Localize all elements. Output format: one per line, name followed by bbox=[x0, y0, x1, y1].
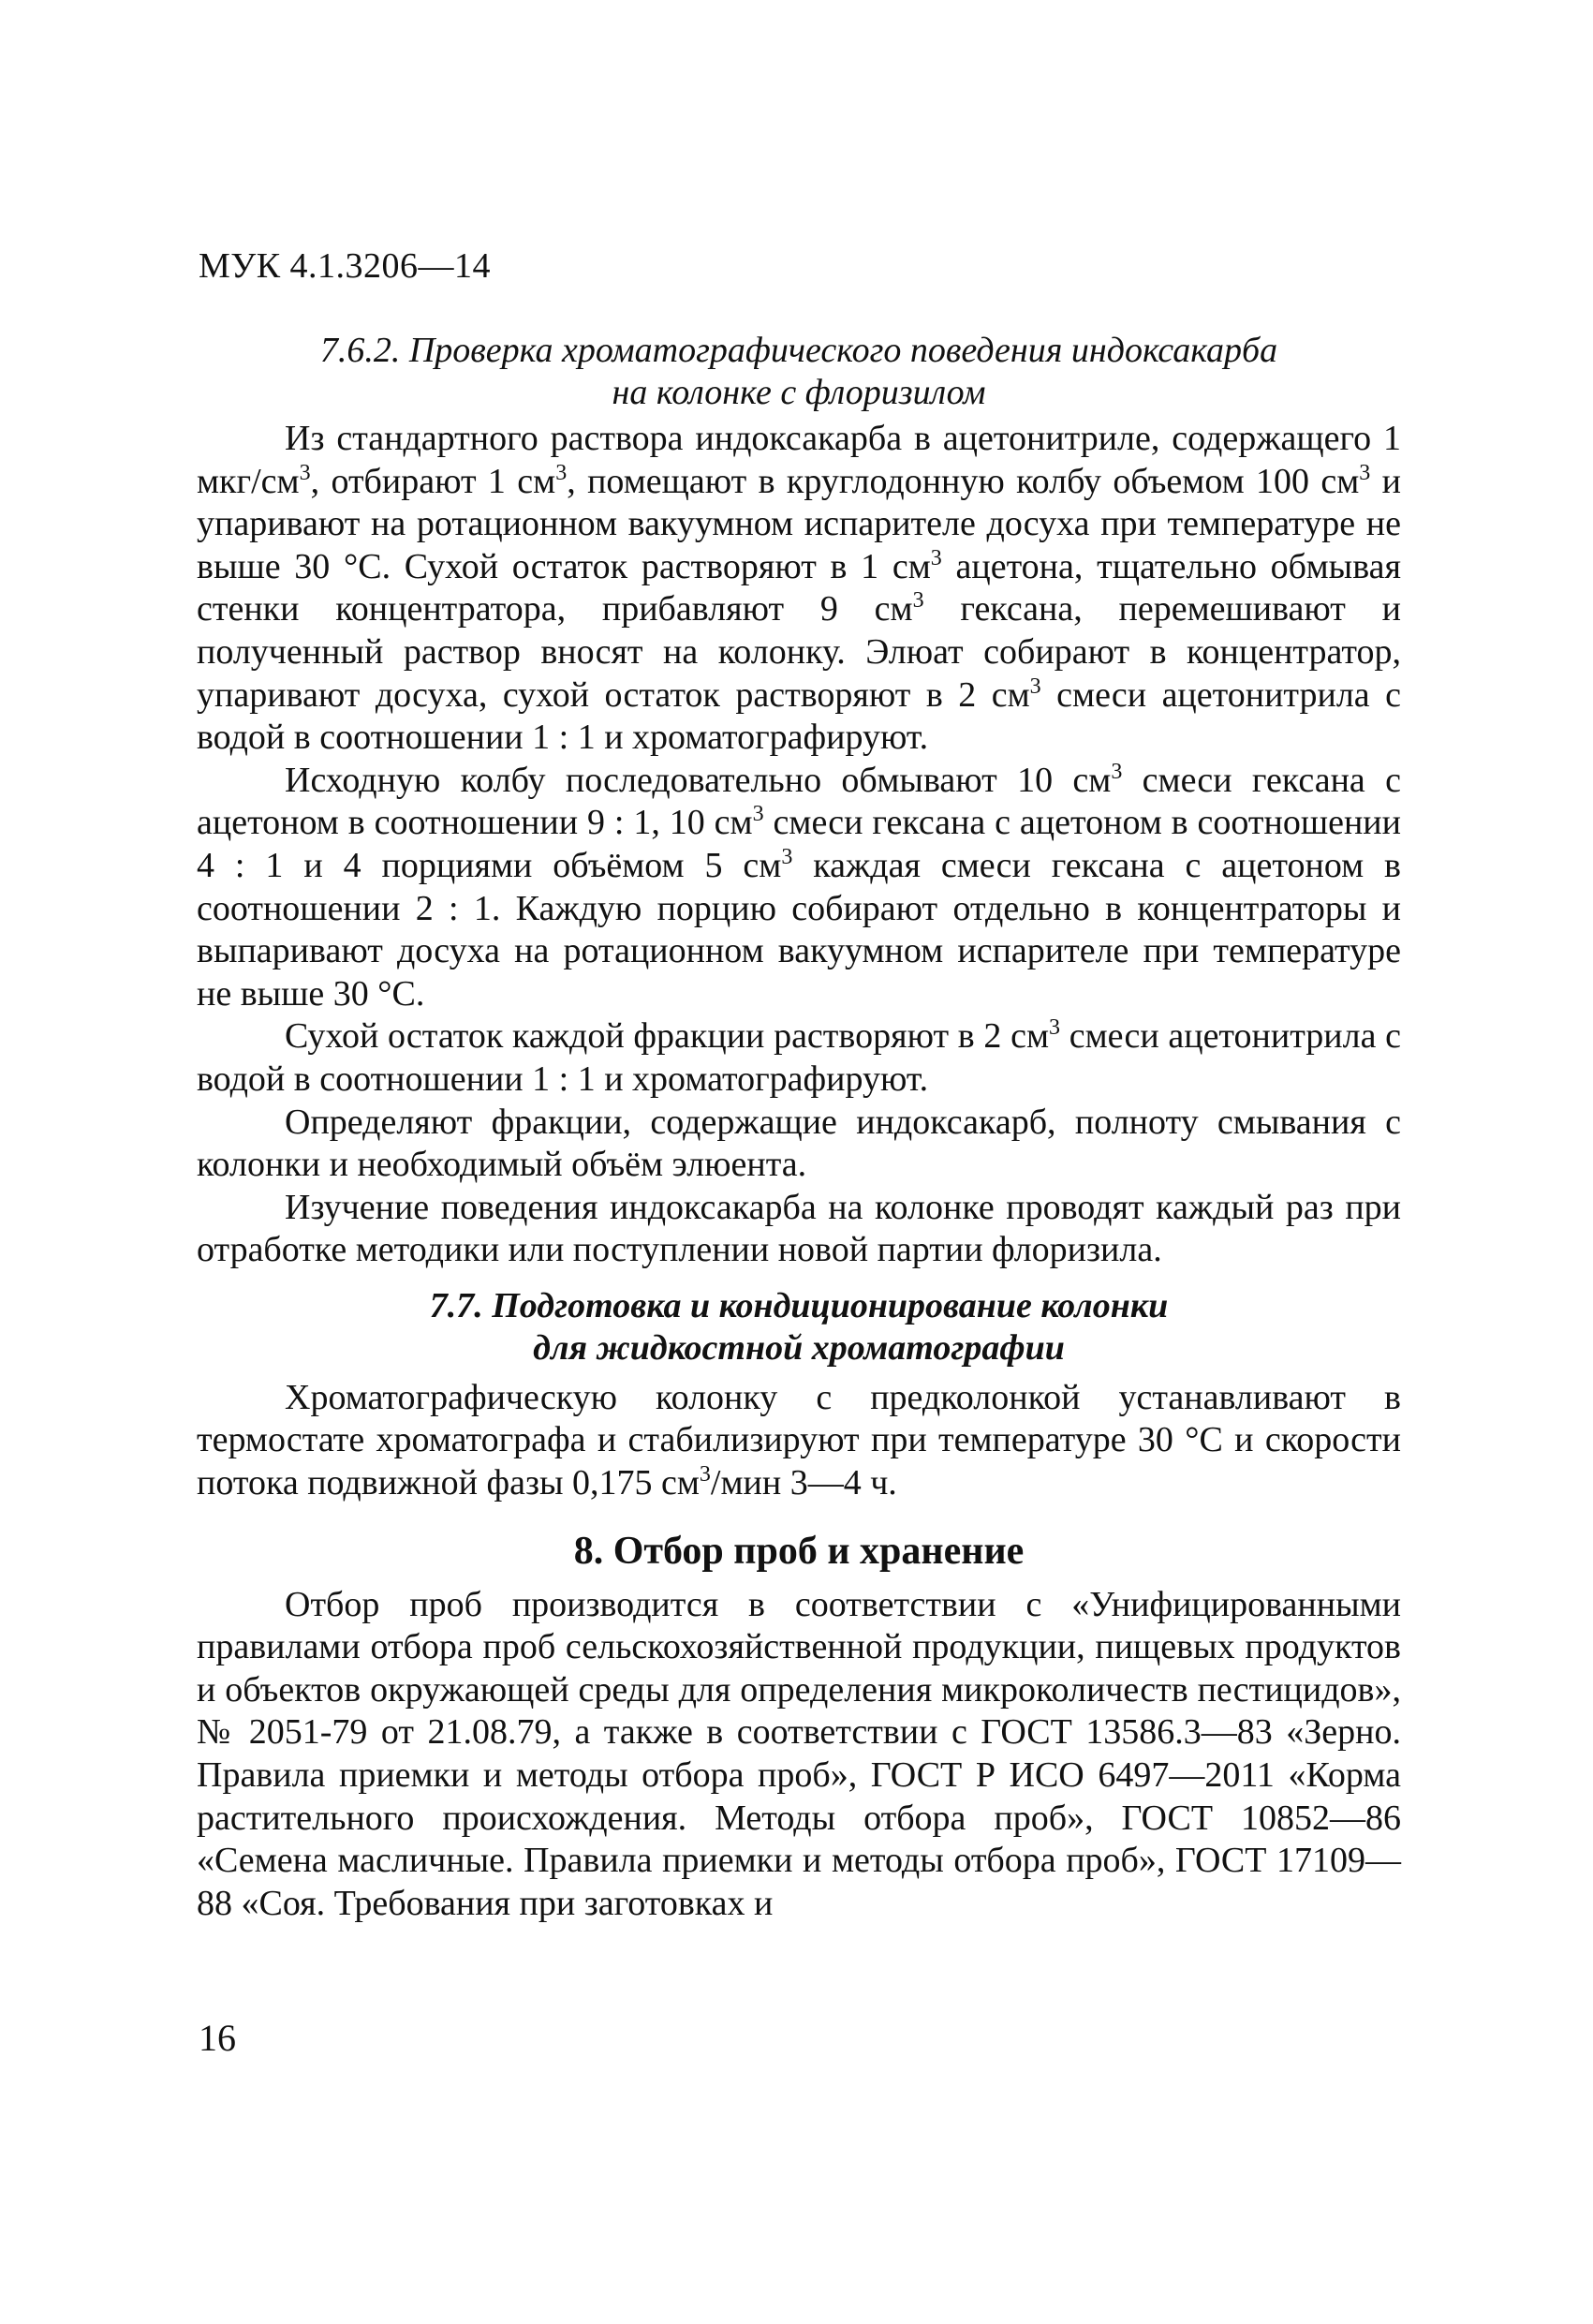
page-number: 16 bbox=[199, 2017, 236, 2059]
section-7-7-title bbox=[197, 1285, 1401, 1369]
section-7-7-title-line1: 7.7. Подготовка и кондиционирование колонки bbox=[429, 1285, 1169, 1325]
section-7-7-title-line2: для жидкостной хроматографии bbox=[533, 1327, 1065, 1368]
paragraph-sampling: Отбор проб производится в соответствии с «Унифицированными правилами отбора проб сельскохозяйственной продукции, пищевых продуктов и объектов окружающей среды для определения микроколичеств пестицидов», № 2051-79 от 21.08.79, а также в соответствии с ГОСТ 13586.3—83 «Зерно. Правила приемки и методы отбора проб», ГОСТ Р ИСО 6497—2011 «Корма растительного происхождения. Методы отбора проб», ГОСТ 10852—86 «Семена масличные. Правила приемки и методы отбора проб», ГОСТ 17109—88 «Соя. Требования при заготовках и bbox=[197, 1584, 1401, 1923]
paragraph-sample-preparation: Из стандартного раствора индоксакарба в ацетонитриле, содержащего 1 мкг/$см^3$, отбирают 1 $см^3$, помещают в круглодонную колбу объемом 100 $см^3$ и упаривают на ротационном вакуумном испарителе досуха при температуре не выше 30 °С. Сухой остаток растворяют в 1 $см^3$ ацетона, тщательно обмывая стенки концентратора, прибавляют 9 $см^3$ гексана, перемешивают и полученный раствор вносят на колонку. Элюат собирают в концентратор, упаривают досуха, сухой остаток растворяют в 2 $см^3$ смеси ацетонитрила с водой в соотношении 1 : 1 и хроматографируют. bbox=[197, 419, 1401, 758]
paragraph-flask-washing: Исходную колбу последовательно обмывают 10 $см^3$ смеси гексана с ацетоном в соотношении 9 : 1, 10 $см^3$ смеси гексана с ацетоном в соотношении 4 : 1 и 4 порциями объёмом 5 $см^3$ каждая смеси гексана с ацетоном в соотношении 2 : 1. Каждую порцию собирают отдельно в концентраторы и выпаривают досуха на ротационном вакуумном испарителе при температуре не выше 30 °С. bbox=[197, 759, 1402, 1014]
section-7-6-2-title-line2: на колонке с флоризилом bbox=[612, 373, 986, 412]
section-7-6-2-title bbox=[197, 330, 1401, 414]
document-code-header: МУК 4.1.3206—14 bbox=[199, 246, 492, 286]
page-body bbox=[197, 330, 1401, 1925]
paragraph-fraction-determination: Определяют фракции, содержащие индоксакарб, полноту смывания с колонки и необходимый объём элюента. bbox=[197, 1102, 1401, 1185]
paragraph-column-study: Изучение поведения индоксакарба на колонке проводят каждый раз при отработке методики или поступлении новой партии флоризила. bbox=[197, 1187, 1401, 1270]
section-8-title: 8. Отбор проб и хранение bbox=[573, 1529, 1025, 1573]
section-7-6-2-title-line1: 7.6.2. Проверка хроматографического поведения индоксакарба bbox=[319, 331, 1278, 370]
paragraph-column-conditioning: Хроматографическую колонку с предколонкой устанавливают в термостате хроматографа и стабилизируют при температуре 30 °С и скорости потока подвижной фазы 0,175 $см^3$/мин 3—4 ч. bbox=[197, 1377, 1401, 1503]
paragraph-fraction-dissolution: Сухой остаток каждой фракции растворяют в 2 $см^3$ смеси ацетонитрила с водой в соотношении 1 : 1 и хроматографируют. bbox=[197, 1015, 1402, 1099]
